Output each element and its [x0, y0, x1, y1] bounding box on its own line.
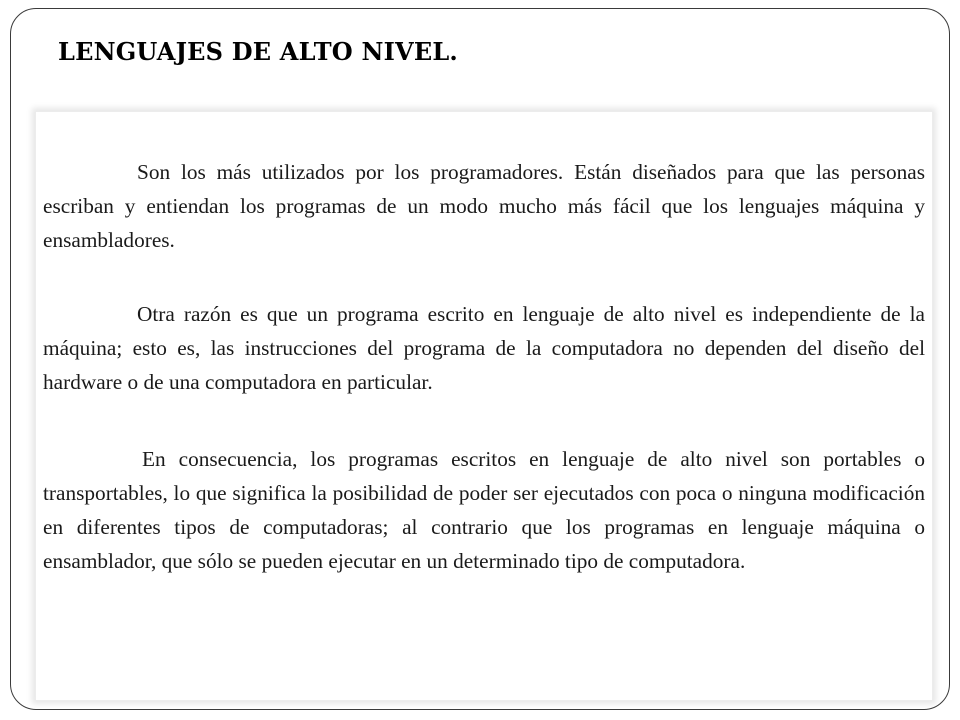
slide-title: LENGUAJES DE ALTO NIVEL. — [58, 37, 458, 66]
paragraph-1: Son los más utilizados por los programadores. Están diseñados para que las personas escriban y entiendan los programas de un modo mucho más fácil que los lenguajes máquina y ensambladores. — [43, 160, 925, 252]
content-box — [35, 111, 933, 701]
paragraph-2: Otra razón es que un programa escrito en lenguaje de alto nivel es independiente de la máquina; esto es, las instrucciones del programa de la computadora no dependen del diseño del hardware o de una computadora en particular. — [43, 302, 925, 394]
paragraph-3: En consecuencia, los programas escritos en lenguaje de alto nivel son portables o transportables, lo que significa la posibilidad de poder ser ejecutados con poca o ninguna modificación en diferentes tipos de computadoras; al contrario que los programas en lenguaje máquina o ensamblador, que sólo se pueden ejecutar en un determinado tipo de computadora. — [43, 447, 925, 573]
